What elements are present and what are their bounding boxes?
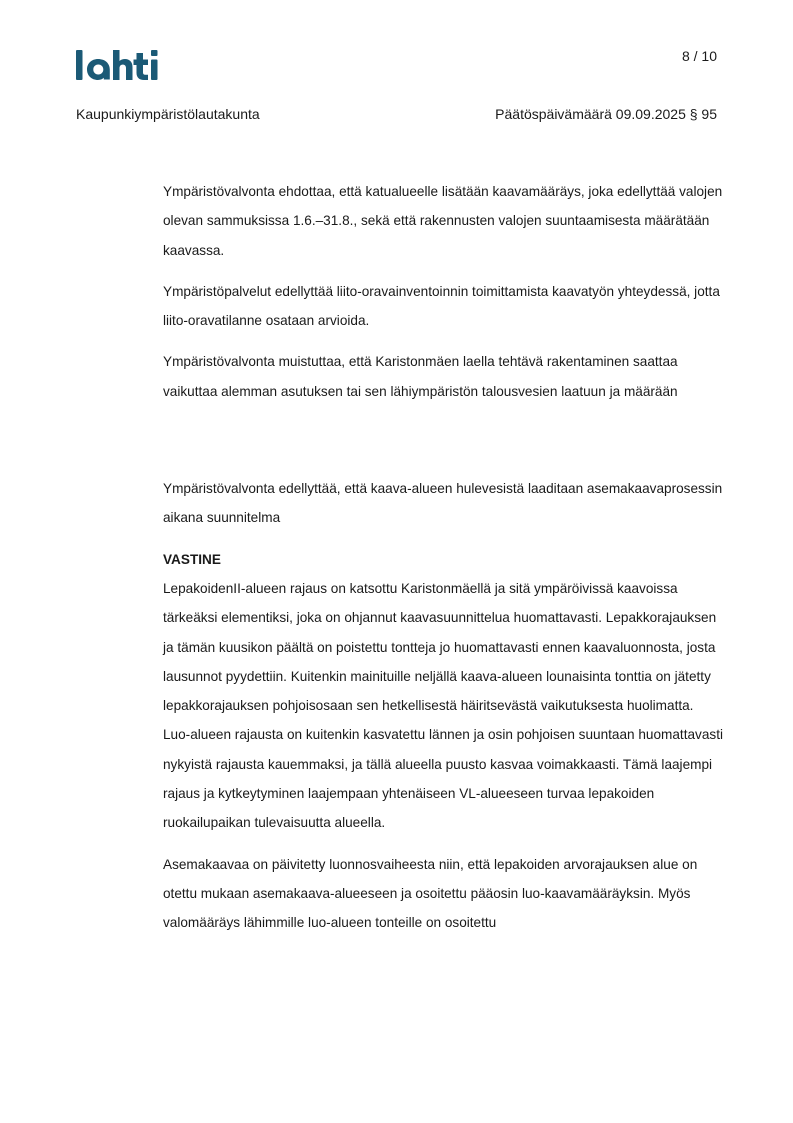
paragraph: Ympäristövalvonta ehdottaa, että katualueelle lisätään kaavamääräys, joka edellyttää valojen olevan sammuksissa 1.6.–31.8., sekä että rakennusten valojen suuntaamisesta määrätään kaavassa. (163, 184, 723, 258)
document-body (163, 177, 723, 950)
paragraph: Ympäristövalvonta edellyttää, että kaava-alueen hulevesistä laaditaan asemakaavaprosessin aikana suunnitelma (163, 481, 723, 526)
spacer (163, 418, 723, 474)
section-heading: VASTINE (163, 551, 221, 567)
paragraph: Asemakaavaa on päivitetty luonnosvaiheesta niin, että lepakoiden arvorajauksen alue on otettu mukaan asemakaava-alueeseen ja osoitettu pääosin luo-kaavamääräyksin. Myös valomääräys lähimmille luo-alueen tonteille on osoitettu (163, 856, 698, 931)
committee-name: Kaupunkiympäristölautakunta (76, 106, 260, 122)
paragraph: Ympäristöpalvelut edellyttää liito-oravainventoinnin toimittamista kaavatyön yhteydessä, jotta liito-oravatilanne osataan arvioida. (163, 283, 720, 329)
paragraph: LepakoidenII-alueen rajaus on katsottu Karistonmäellä ja sitä ympäröivissä kaavoissa tärkeäksi elementiksi, joka on ohjannut kaavasuunnittelua huomattavasti. Lepakkorajauksen ja tämän kuusikon päältä on poistettu tontteja jo huomattavasti ennen kaavaluonnosta, josta lausunnot pyydettiin. Kuitenkin mainituille neljällä kaava-alueen lounaisinta tonttia on jätetty lepakkorajauksen pohjoisosaan sen hetkellisestä häiritsevästä vaikutuksesta huolimatta. Luo-alueen rajausta on kuitenkin kasvatettu lännen ja osin pohjoisen suuntaan huomattavasti nykyistä rajausta kauemmaksi, ja tällä alueella puusto kasvaa voimakkaasti. Tämä laajempi rajaus ja kytkeytyminen laajempaan yhtenäiseen VL-alueeseen turvaa lepakoiden ruokailupaikan tulevaisuutta alueella. (163, 580, 723, 831)
lahti-logo (76, 46, 172, 86)
page-number: 8 / 10 (681, 48, 717, 64)
lahti-logo-mark (76, 46, 172, 86)
decision-date: Päätöspäivämäärä 09.09.2025 § 95 (495, 106, 717, 122)
paragraph: Ympäristövalvonta muistuttaa, että Karistonmäen laella tehtävä rakentaminen saattaa vaikuttaa alemman asutuksen tai sen lähiympäristön talousvesien laatuun ja määrään (163, 354, 678, 399)
